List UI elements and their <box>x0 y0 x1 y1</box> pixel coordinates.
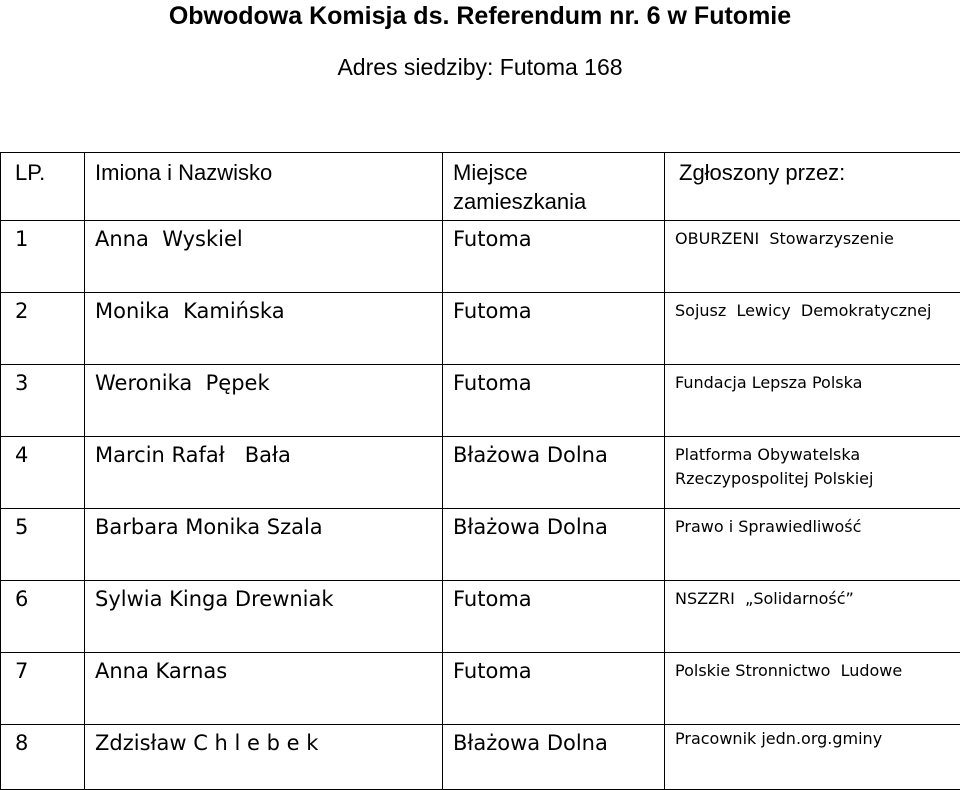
row-nominated-by: Prawo i Sprawiedliwość <box>665 509 960 581</box>
row-name: Marcin Rafał Bała <box>85 437 443 509</box>
table-row <box>1 365 960 437</box>
column-header-nominated-by: Zgłoszony przez: <box>665 153 960 221</box>
row-nominated-by: Sojusz Lewicy Demokratycznej <box>665 293 960 365</box>
row-residence: Futoma <box>443 365 665 437</box>
row-nominated-by: Pracownik jedn.org.gminy <box>665 725 960 790</box>
row-nominated-by: Fundacja Lepsza Polska <box>665 365 960 437</box>
row-residence: Futoma <box>443 581 665 653</box>
row-lp: 8 <box>1 725 85 790</box>
table-row <box>1 293 960 365</box>
row-name: Zdzisław C h l e b e k <box>85 725 443 790</box>
row-lp: 6 <box>1 581 85 653</box>
row-name: Sylwia Kinga Drewniak <box>85 581 443 653</box>
page-title: Obwodowa Komisja ds. Referendum nr. 6 w Futomie <box>0 2 960 31</box>
row-lp: 3 <box>1 365 85 437</box>
row-lp: 5 <box>1 509 85 581</box>
row-residence: Błażowa Dolna <box>443 437 665 509</box>
table-row <box>1 509 960 581</box>
table-header-row <box>1 153 960 221</box>
table-row <box>1 437 960 509</box>
row-name: Weronika Pępek <box>85 365 443 437</box>
row-name: Monika Kamińska <box>85 293 443 365</box>
table-row <box>1 221 960 293</box>
row-lp: 4 <box>1 437 85 509</box>
row-name: Anna Wyskiel <box>85 221 443 293</box>
table-row <box>1 725 960 790</box>
address-line: Adres siedziby: Futoma 168 <box>0 54 960 81</box>
row-nominated-by: OBURZENI Stowarzyszenie <box>665 221 960 293</box>
row-residence: Futoma <box>443 653 665 725</box>
column-header-name: Imiona i Nazwisko <box>85 153 443 221</box>
row-lp: 7 <box>1 653 85 725</box>
row-name: Barbara Monika Szala <box>85 509 443 581</box>
column-header-lp: LP. <box>1 153 85 221</box>
table-row <box>1 653 960 725</box>
row-residence: Futoma <box>443 293 665 365</box>
row-nominated-by: NSZZRI „Solidarność” <box>665 581 960 653</box>
commission-members-table <box>0 152 960 790</box>
row-residence: Błażowa Dolna <box>443 509 665 581</box>
row-nominated-by: Polskie Stronnictwo Ludowe <box>665 653 960 725</box>
row-residence: Błażowa Dolna <box>443 725 665 790</box>
row-nominated-by: Platforma Obywatelska Rzeczypospolitej Polskiej <box>665 437 960 509</box>
row-lp: 2 <box>1 293 85 365</box>
row-lp: 1 <box>1 221 85 293</box>
table-row <box>1 581 960 653</box>
row-name: Anna Karnas <box>85 653 443 725</box>
column-header-residence: Miejsce zamieszkania <box>443 153 665 221</box>
row-residence: Futoma <box>443 221 665 293</box>
